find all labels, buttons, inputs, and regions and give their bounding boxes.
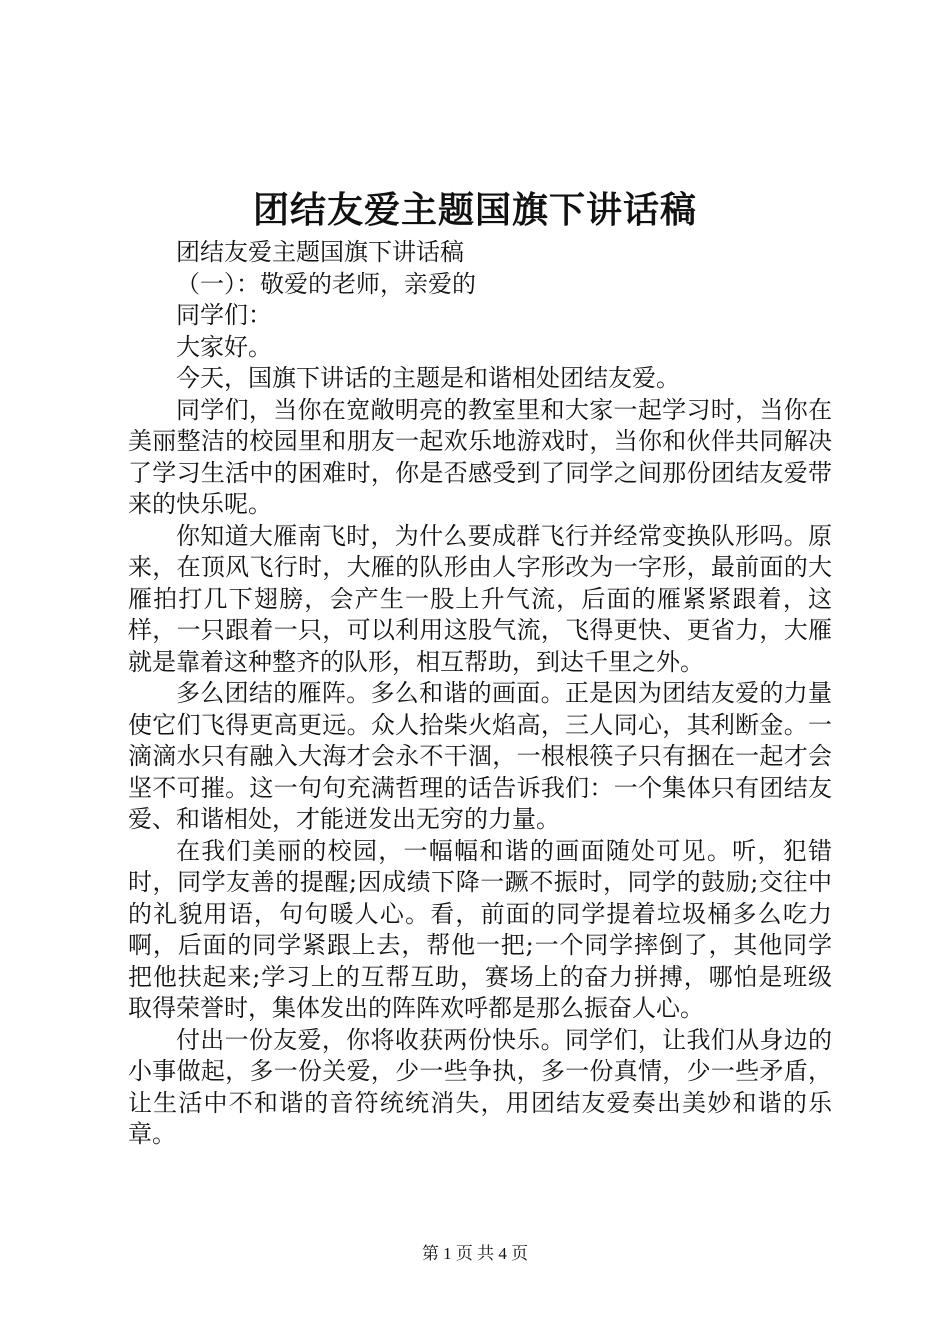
- paragraph: 团结友爱主题国旗下讲话稿: [176, 238, 464, 266]
- page-footer: 第 1 页 共 4 页: [421, 1244, 529, 1263]
- paragraph: 大家好。: [176, 332, 272, 361]
- paragraph: 今天，国旗下讲话的主题是和谐相处团结友爱。: [176, 364, 680, 392]
- paragraph: 同学们：: [176, 301, 272, 329]
- paragraph: 多么团结的雁阵。多么和谐的画面。正是因为团结友爱的力量使它们飞得更高更远。众人拾柴火焰高，三人同心，其利断金。一滴滴水只有融入大海才会永不干涸，一根根筷子只有捆在一起才会坚不可摧。这一句句充满哲理的话告诉我们：一个集体只有团结友爱、和谐相处，才能迸发出无穷的力量。: [128, 679, 832, 833]
- paragraph: 付出一份友爱，你将收获两份快乐。同学们，让我们从身边的小事做起，多一份关爱，少一些争执，多一份真情，少一些矛盾，让生活中不和谐的音符统统消失，用团结友爱奏出美妙和谐的乐章。: [128, 1025, 832, 1148]
- page-title: 团结友爱主题国旗下讲话稿: [252, 189, 697, 231]
- paragraph: 你知道大雁南飞时，为什么要成群飞行并经常变换队形吗。原来，在顶风飞行时，大雁的队形由人字形改为一字形，最前面的大雁拍打几下翅膀，会产生一股上升气流，后面的雁紧紧跟着，这样，一只跟着一只，可以利用这股气流，飞得更快、更省力，大雁就是靠着这种整齐的队形，相互帮助，到达千里之外。: [128, 521, 832, 676]
- paragraph: 同学们，当你在宽敞明亮的教室里和大家一起学习时，当你在美丽整洁的校园里和朋友一起欢乐地游戏时，当你和伙伴共同解决了学习生活中的困难时，你是否感受到了同学之间那份团结友爱带来的快乐呢。: [128, 395, 832, 518]
- paragraph: 在我们美丽的校园，一幅幅和谐的画面随处可见。听，犯错时，同学友善的提醒;因成绩下降一蹶不振时，同学的鼓励;交往中的礼貌用语，句句暖人心。看，前面的同学提着垃圾桶多么吃力啊，后面的同学紧跟上去，帮他一把;一个同学摔倒了，其他同学把他扶起来;学习上的互帮互助，赛场上的奋力拼搏，哪怕是班级取得荣誉时，集体发出的阵阵欢呼都是那么振奋人心。: [128, 836, 832, 1022]
- document-body: [128, 237, 832, 1151]
- paragraph: （一）：敬爱的老师，亲爱的: [176, 269, 476, 298]
